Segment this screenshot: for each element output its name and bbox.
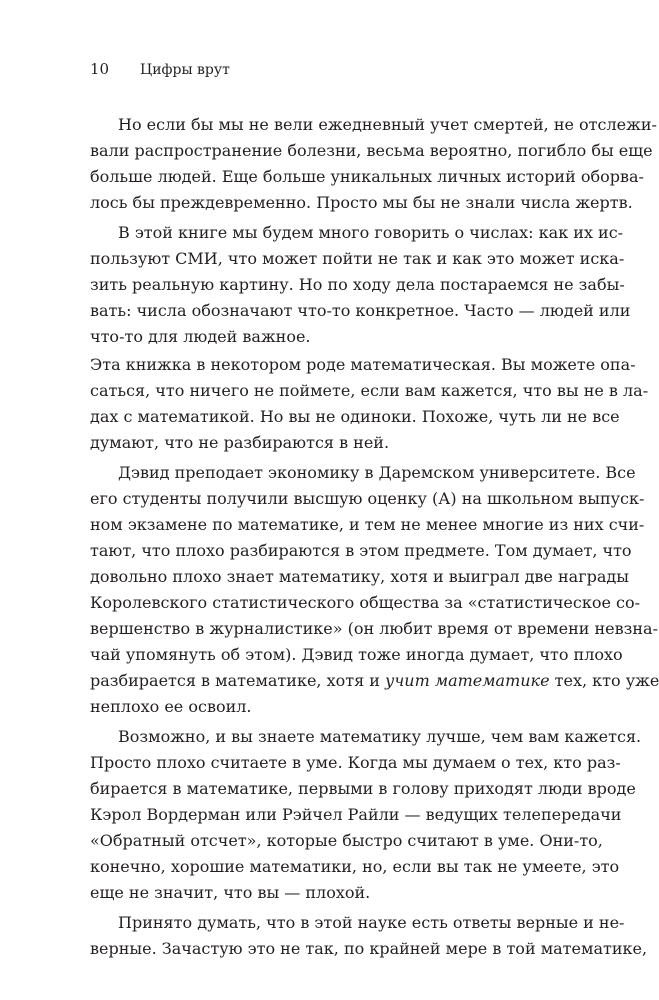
text-line: его студенты получили высшую оценку (А) на школьном выпуск- bbox=[90, 489, 645, 508]
text-line: вать: числа обозначают что-то конкретное. Часто — людей или bbox=[90, 301, 631, 320]
text-line: Возможно, и вы знаете математику лучше, чем вам кажется. bbox=[118, 727, 642, 746]
text-line: саться, что ничего не поймете, если вам кажется, что вы не в ла- bbox=[90, 381, 649, 400]
paragraph bbox=[90, 910, 648, 962]
text-line: больше людей. Еще больше уникальных личных историй оборва- bbox=[90, 167, 644, 186]
text-line: разбирается в математике, хотя и учит математике тех, кто уже bbox=[90, 671, 659, 690]
text-line: еще не значит, что вы — плохой. bbox=[90, 883, 371, 902]
paragraph bbox=[90, 460, 659, 720]
text-line: верные. Зачастую это не так, по крайней мере в той математике, bbox=[90, 939, 648, 958]
text-block-2 bbox=[90, 352, 659, 966]
text-line: бирается в математике, первыми в голову приходят люди вроде bbox=[90, 779, 636, 798]
text-line: Кэрол Вордерман или Рэйчел Райли — ведущих телепередачи bbox=[90, 805, 622, 824]
text-line: Но если бы мы не вели ежедневный учет смертей, не отслежи- bbox=[118, 115, 657, 134]
page-number: 10 bbox=[90, 60, 110, 78]
text-line: довольно плохо знает математику, хотя и выиграл две награды bbox=[90, 567, 629, 586]
text-line: пользуют СМИ, что может пойти не так и как это может иска- bbox=[90, 249, 625, 268]
text-line: Дэвид преподает экономику в Даремском университете. Все bbox=[118, 463, 636, 482]
text-block-1 bbox=[90, 112, 657, 354]
paragraph bbox=[90, 220, 631, 350]
text-line: чай упомянуть об этом). Дэвид тоже иногда думает, что плохо bbox=[90, 645, 623, 664]
text-line: вали распространение болезни, весьма вероятно, погибло бы еще bbox=[90, 141, 653, 160]
emphasis: учит математике bbox=[385, 671, 550, 690]
text-line: ном экзамене по математике, и тем не менее многие из них счи- bbox=[90, 515, 645, 534]
paragraph bbox=[90, 112, 657, 216]
text-line: Принято думать, что в этой науке есть ответы верные и не- bbox=[118, 913, 625, 932]
text-line: что-то для людей важное. bbox=[90, 327, 311, 346]
text-line: Просто плохо считаете в уме. Когда мы думаем о тех, кто раз- bbox=[90, 753, 621, 772]
text-line: Королевского статистического общества за «статистическое со- bbox=[90, 593, 641, 612]
text-line: дах с математикой. Но вы не одиноки. Похоже, чуть ли не все bbox=[90, 407, 620, 426]
running-title: Цифры врут bbox=[140, 62, 230, 78]
text-line: неплохо ее освоил. bbox=[90, 697, 252, 716]
paragraph bbox=[90, 352, 649, 456]
text-line: Эта книжка в некотором роде математическая. Вы можете опа- bbox=[90, 355, 636, 374]
running-header bbox=[90, 60, 230, 78]
text-line: лось бы преждевременно. Просто мы бы не знали числа жертв. bbox=[90, 193, 633, 212]
text-line: тают, что плохо разбираются в этом предмете. Том думает, что bbox=[90, 541, 632, 560]
paragraph bbox=[90, 724, 642, 906]
text-line: «Обратный отсчет», которые быстро считают в уме. Они-то, bbox=[90, 831, 603, 850]
text-line: думают, что не разбираются в ней. bbox=[90, 433, 390, 452]
text-line: В этой книге мы будем много говорить о числах: как их ис- bbox=[118, 223, 624, 242]
text-line: конечно, хорошие математики, но, если вы так не умеете, это bbox=[90, 857, 620, 876]
text-line: вершенство в журналистике» (он любит время от времени невзна- bbox=[90, 619, 658, 638]
text-line: зить реальную картину. Но по ходу дела постараемся не забы- bbox=[90, 275, 625, 294]
